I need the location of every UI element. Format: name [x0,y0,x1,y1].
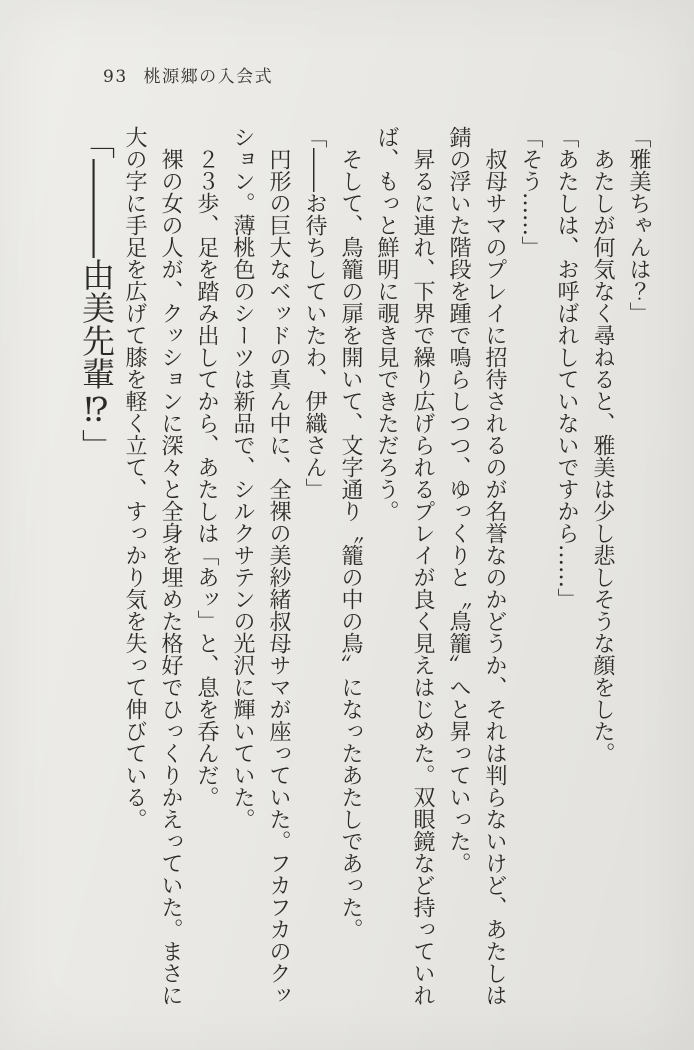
paragraph-narrative: ２３歩、足を踏み出してから、あたしは「あッ」と、息を呑んだ。 [194,126,219,808]
chapter-title: 桃源郷の入会式 [143,67,274,87]
running-head [103,62,273,87]
paragraph-dialogue-emphasis: 「―――由美先輩⁉」 [77,126,116,462]
paragraph-dialogue: 「そう……」 [518,126,543,258]
vertical-text-body [76,126,656,1006]
paragraph-narrative: 昇るに連れ、下界で繰り広げられるプレイが良く見えはじめた。双眼鏡など持っていれば、もっと鮮明に覗き見できただろう。 [374,126,435,1006]
paragraph-narrative: 円形の巨大なベッドの真ん中に、全裸の美紗緒叔母サマが座っていた。フカフカのクッション。薄桃色のシーツは新品で、シルクサテンの光沢に輝いていた。 [230,126,291,1006]
paragraph-narrative: 裸の女の人が、クッションに深々と全身を埋めた格好でひっくりかえっていた。まさに大の字に手足を広げて膝を軽く立て、すっかり気を失って伸びている。 [122,126,183,1006]
paragraph-narrative: そして、鳥籠の扉を開いて、文字通り〝籠の中の鳥〟になったあたしであった。 [338,126,363,940]
paragraph-dialogue: 「雅美ちゃんは？」 [626,126,651,324]
paragraph-dialogue: 「――お待ちしていたわ、伊織さん」 [302,126,327,500]
page-number: 93 [103,67,128,87]
paragraph-dialogue: 「あたしは、お呼ばれしていないですから……」 [554,126,579,610]
paragraph-narrative: 叔母サマのプレイに招待されるのが名誉なのかどうか、それは判らないけど、あたしは錆の浮いた階段を踵で鳴らしつつ、ゆっくりと〝鳥籠〟へと昇っていった。 [446,126,507,1006]
paragraph-narrative: あたしが何気なく尋ねると、雅美は少し悲しそうな顔をした。 [590,126,615,764]
